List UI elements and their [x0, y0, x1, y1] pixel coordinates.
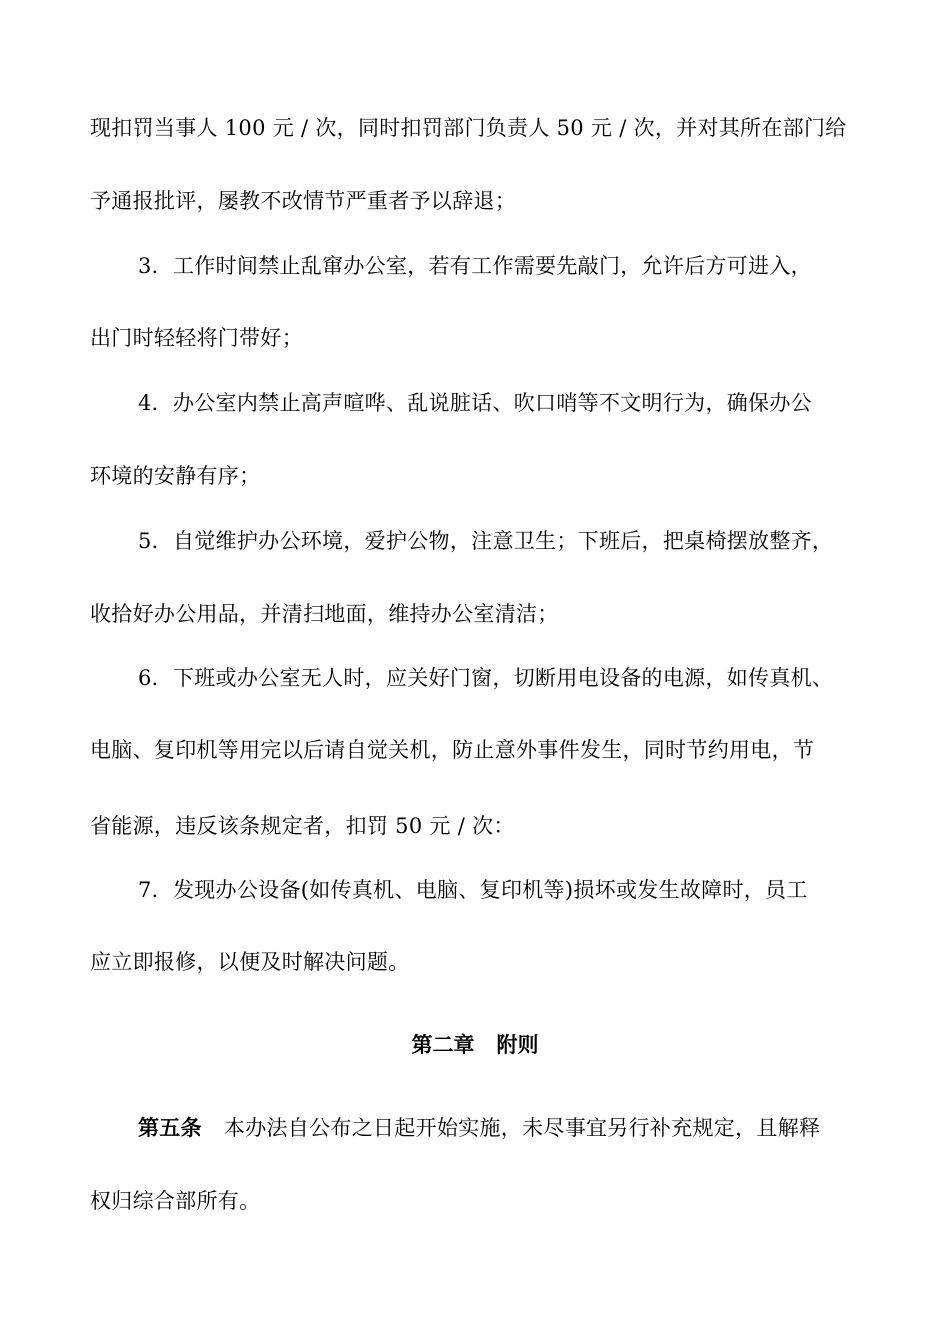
paragraph-line: 出门时轻轻将门带好； [90, 326, 303, 350]
paragraph-line: 省能源，违反该条规定者，扣罚 50 元 / 次： [90, 814, 515, 838]
clause-4-line: 4．办公室内禁止高声喧哗、乱说脏话、吹口哨等不文明行为，确保办公 [138, 391, 812, 415]
paragraph-line: 电脑、复印机等用完以后请自觉关机，防止意外事件发生，同时节约用电，节 [90, 738, 815, 762]
chapter-number: 第二章 [411, 1033, 475, 1057]
chapter-heading [0, 1030, 950, 1060]
clause-7-line: 7．发现办公设备(如传真机、电脑、复印机等)损坏或发生故障时，员工 [138, 878, 808, 902]
article-text: 本办法自公布之日起开始实施，未尽事宜另行补充规定，且解释 [223, 1116, 821, 1140]
paragraph-line: 现扣罚当事人 100 元 / 次，同时扣罚部门负责人 50 元 / 次，并对其所在部门给 [90, 116, 847, 140]
paragraph-line: 环境的安静有序； [90, 464, 261, 488]
article-5-line [138, 1113, 820, 1143]
paragraph-line: 收拾好办公用品，并清扫地面，维持办公室清洁； [90, 602, 559, 626]
clause-6-line: 6．下班或办公室无人时，应关好门窗，切断用电设备的电源，如传真机、 [138, 666, 834, 690]
paragraph-line: 予通报批评，屡教不改情节严重者予以辞退； [90, 189, 516, 213]
paragraph-line: 应立即报修，以便及时解决问题。 [90, 950, 410, 974]
paragraph-line: 权归综合部所有。 [90, 1189, 261, 1213]
chapter-title: 附则 [496, 1033, 539, 1057]
clause-3-line: 3．工作时间禁止乱窜办公室，若有工作需要先敲门，允许后方可进入， [138, 254, 812, 278]
clause-5-line: 5．自觉维护办公环境，爱护公物，注意卫生；下班后，把桌椅摆放整齐， [138, 529, 834, 553]
article-label: 第五条 [138, 1116, 202, 1140]
